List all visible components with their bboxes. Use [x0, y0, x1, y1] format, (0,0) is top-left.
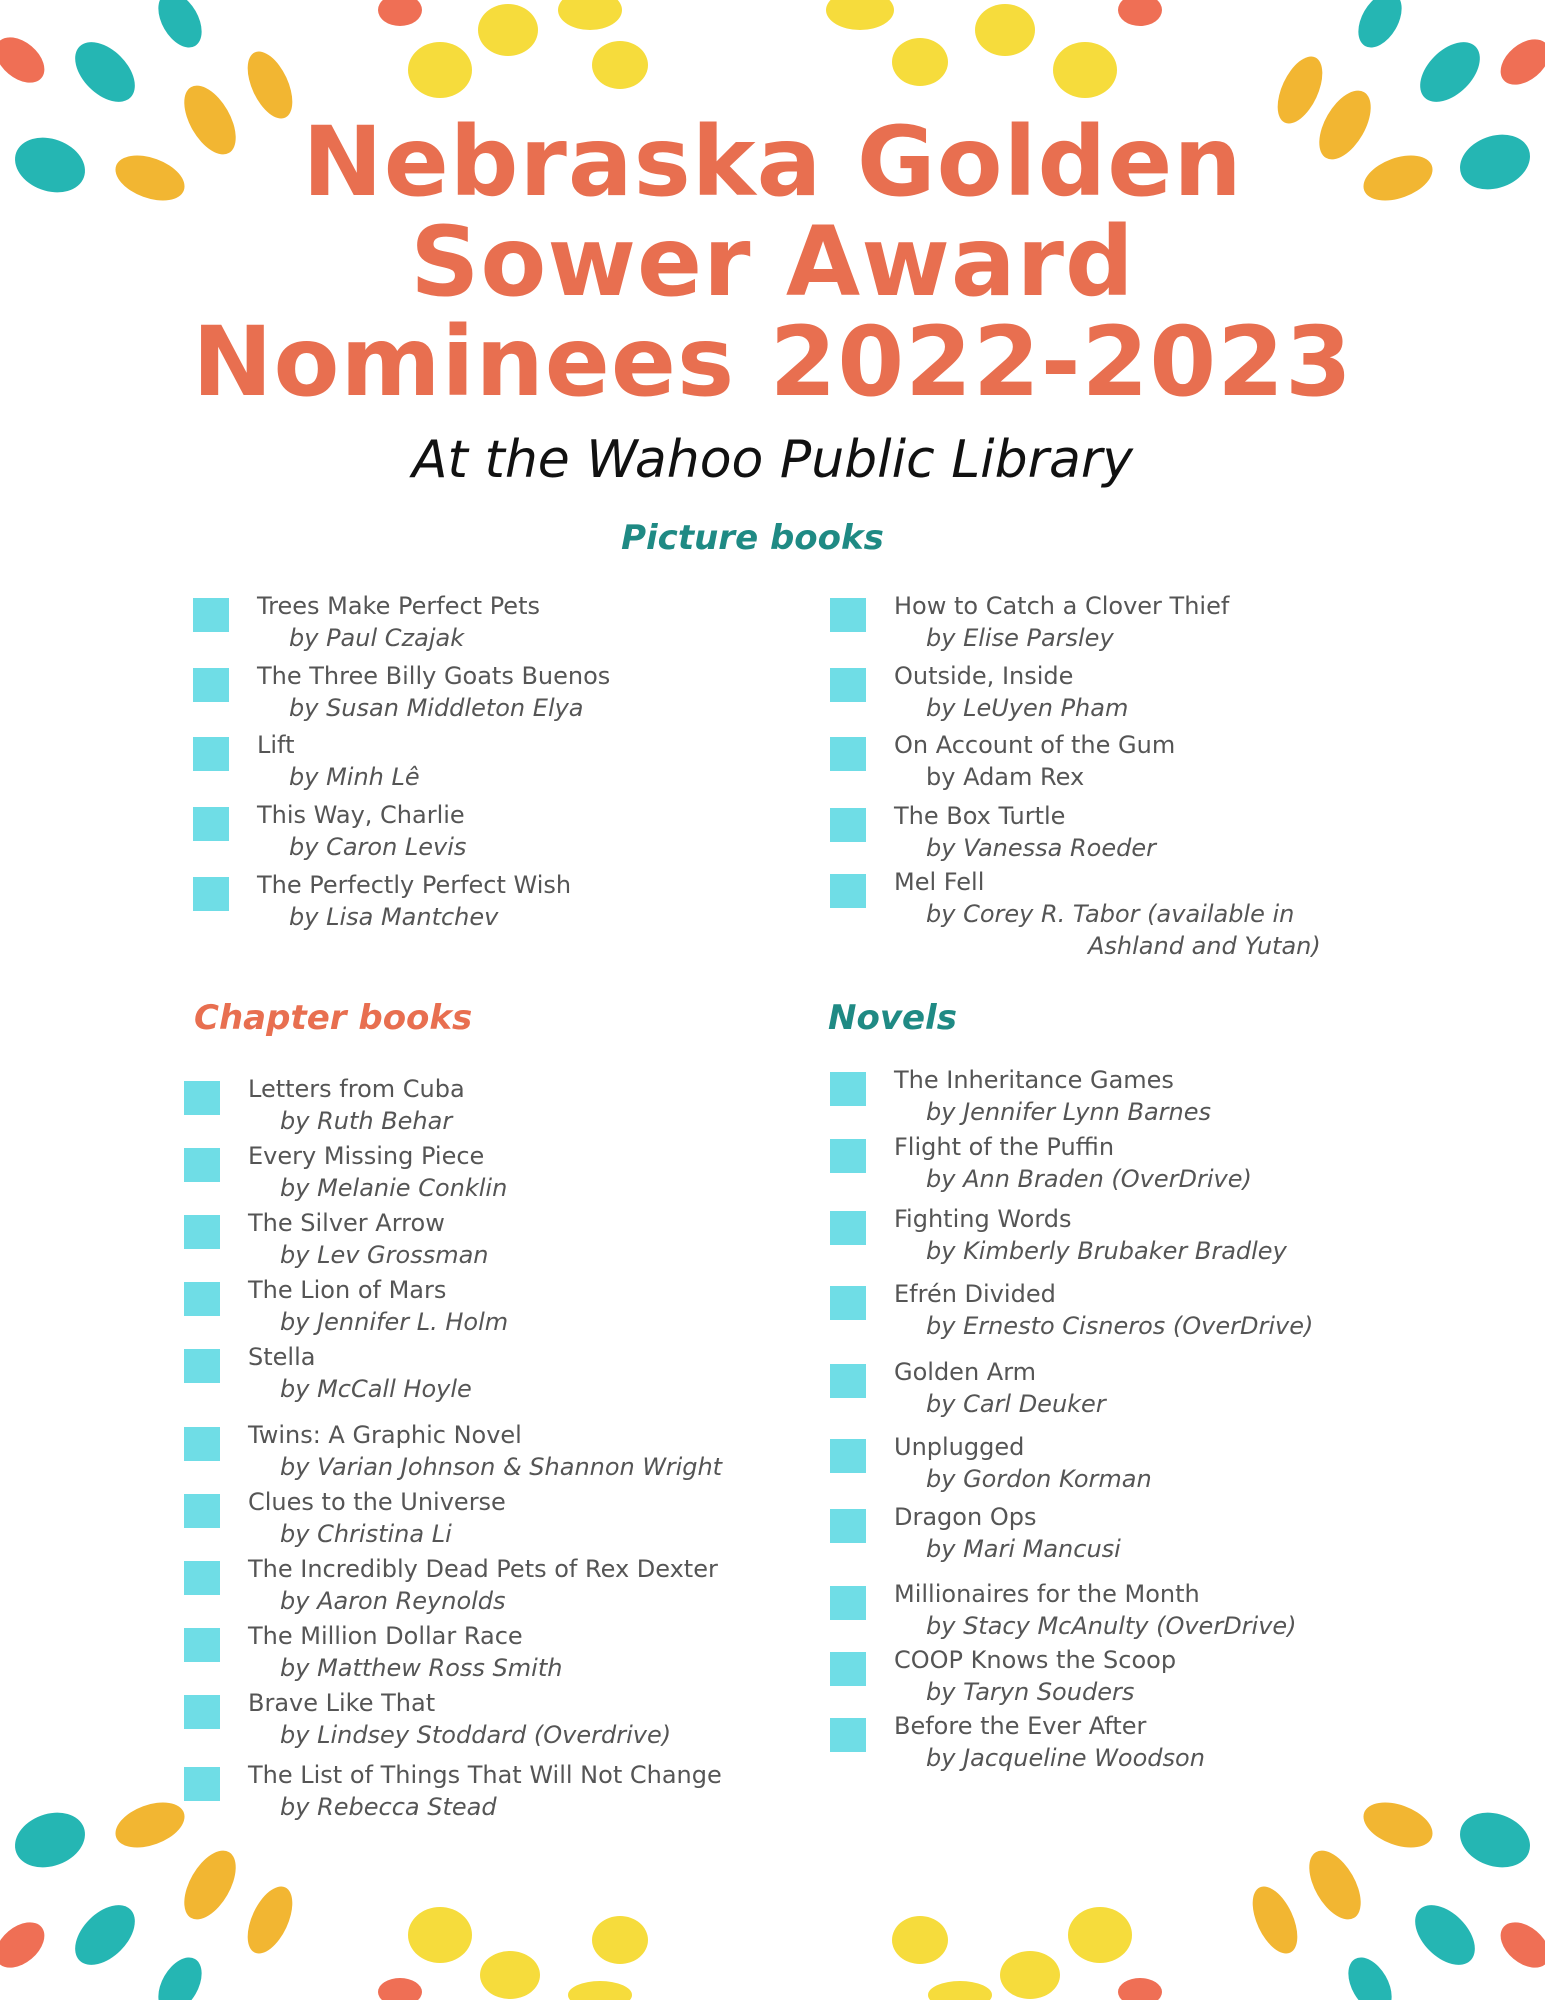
book-author: by Aaron Reynolds: [280, 1587, 506, 1615]
book-title: Efrén Divided: [894, 1280, 1056, 1308]
checkbox[interactable]: [193, 807, 229, 841]
checkbox[interactable]: [184, 1349, 220, 1383]
checkbox[interactable]: [193, 668, 229, 702]
checkbox[interactable]: [184, 1081, 220, 1115]
book-item: [830, 1356, 1390, 1431]
title-line-2: Sower Award: [410, 206, 1135, 318]
book-title: Every Missing Piece: [248, 1142, 485, 1170]
book-item: [193, 869, 753, 939]
book-title: Fighting Words: [894, 1205, 1072, 1233]
checkbox[interactable]: [830, 1139, 866, 1173]
book-author: by Jacqueline Woodson: [926, 1744, 1205, 1772]
book-item: [193, 729, 753, 799]
page-title: [0, 106, 1545, 418]
book-author: by Caron Levis: [289, 833, 467, 861]
book-title: The Box Turtle: [894, 802, 1066, 830]
checkbox[interactable]: [830, 1439, 866, 1473]
book-title: This Way, Charlie: [257, 801, 465, 829]
book-author: by Lindsey Stoddard (Overdrive): [280, 1721, 672, 1749]
book-item: [830, 1431, 1390, 1501]
book-author: by Minh Lê: [289, 763, 420, 791]
book-title: Letters from Cuba: [248, 1075, 465, 1103]
book-title: Mel Fell: [894, 868, 985, 896]
novels-list: [830, 1064, 1390, 1776]
checkbox[interactable]: [830, 668, 866, 702]
checkbox[interactable]: [193, 737, 229, 771]
checkbox[interactable]: [830, 1586, 866, 1620]
book-item: [193, 590, 753, 660]
checkbox[interactable]: [184, 1215, 220, 1249]
book-title: Flight of the Puffin: [894, 1133, 1115, 1161]
chapter-books-list: [184, 1073, 784, 1826]
book-author: by Corey R. Tabor (available in: [926, 900, 1295, 928]
book-title: On Account of the Gum: [894, 731, 1176, 759]
book-author: by Adam Rex: [926, 763, 1085, 791]
book-author: by Taryn Souders: [926, 1678, 1135, 1706]
book-title: Dragon Ops: [894, 1503, 1037, 1531]
book-item: [830, 800, 1390, 866]
book-author: by Ernesto Cisneros (OverDrive): [926, 1312, 1314, 1340]
book-author: by Elise Parsley: [926, 624, 1114, 652]
book-title: The List of Things That Will Not Change: [248, 1761, 722, 1789]
book-title: The Incredibly Dead Pets of Rex Dexter: [248, 1555, 718, 1583]
checkbox[interactable]: [184, 1282, 220, 1316]
book-title: Millionaires for the Month: [894, 1580, 1200, 1608]
checkbox[interactable]: [830, 1652, 866, 1686]
book-title: The Three Billy Goats Buenos: [257, 662, 611, 690]
book-item: [830, 1578, 1390, 1644]
book-author: by Carl Deuker: [926, 1390, 1106, 1418]
title-line-1: Nebraska Golden: [302, 106, 1243, 218]
book-author: by Rebecca Stead: [280, 1793, 497, 1821]
book-item: [830, 1064, 1390, 1131]
book-title: Clues to the Universe: [248, 1488, 506, 1516]
book-item: [184, 1140, 784, 1207]
book-author: by Paul Czajak: [289, 624, 465, 652]
book-author: by Gordon Korman: [926, 1465, 1152, 1493]
book-author: by McCall Hoyle: [280, 1375, 472, 1403]
chapter-books-heading: Chapter books: [194, 998, 473, 1038]
checkbox[interactable]: [830, 1211, 866, 1245]
book-author: by Susan Middleton Elya: [289, 694, 584, 722]
page-subtitle: At the Wahoo Public Library: [411, 430, 1134, 490]
checkbox[interactable]: [830, 1364, 866, 1398]
book-author: by Ann Braden (OverDrive): [926, 1165, 1252, 1193]
checkbox[interactable]: [830, 874, 866, 908]
book-title: How to Catch a Clover Thief: [894, 592, 1230, 620]
book-author: by Jennifer L. Holm: [280, 1308, 509, 1336]
book-author: by Melanie Conklin: [280, 1174, 508, 1202]
book-title: Outside, Inside: [894, 662, 1074, 690]
book-item: [184, 1620, 784, 1687]
book-author: by Vanessa Roeder: [926, 834, 1156, 862]
checkbox[interactable]: [193, 877, 229, 911]
book-item: [830, 729, 1390, 800]
checkbox[interactable]: [184, 1561, 220, 1595]
book-author: by Stacy McAnulty (OverDrive): [926, 1612, 1297, 1640]
book-item: [184, 1553, 784, 1620]
book-author: by Jennifer Lynn Barnes: [926, 1098, 1211, 1126]
checkbox[interactable]: [184, 1494, 220, 1528]
checkbox[interactable]: [830, 1509, 866, 1543]
book-item: [184, 1759, 784, 1826]
checkbox[interactable]: [184, 1148, 220, 1182]
book-item: [830, 1278, 1390, 1356]
book-author: by Christina Li: [280, 1520, 452, 1548]
checkbox[interactable]: [830, 598, 866, 632]
book-title: Golden Arm: [894, 1358, 1037, 1386]
book-title: COOP Knows the Scoop: [894, 1646, 1177, 1674]
book-author: by Ruth Behar: [280, 1107, 453, 1135]
checkbox[interactable]: [830, 1072, 866, 1106]
checkbox[interactable]: [830, 737, 866, 771]
book-item: [184, 1341, 784, 1419]
book-author-continued: Ashland and Yutan): [1088, 932, 1321, 960]
book-item: [184, 1687, 784, 1759]
book-item: [830, 1131, 1390, 1203]
book-item: [830, 660, 1390, 729]
book-item: [184, 1486, 784, 1553]
checkbox[interactable]: [184, 1767, 220, 1801]
book-item: [184, 1274, 784, 1341]
book-author: by Mari Mancusi: [926, 1535, 1121, 1563]
book-title: Twins: A Graphic Novel: [248, 1421, 522, 1449]
title-line-3: Nominees 2022-2023: [192, 306, 1353, 418]
checkbox[interactable]: [830, 808, 866, 842]
book-author: by Varian Johnson & Shannon Wright: [280, 1453, 723, 1481]
book-item: [830, 1710, 1390, 1776]
picture-books-right-list: [830, 590, 1390, 966]
checkbox[interactable]: [184, 1695, 220, 1729]
book-author: by Matthew Ross Smith: [280, 1654, 563, 1682]
book-author: by Lev Grossman: [280, 1241, 489, 1269]
book-item: [184, 1419, 784, 1486]
book-title: Lift: [257, 731, 295, 759]
checkbox[interactable]: [184, 1628, 220, 1662]
book-title: Stella: [248, 1343, 316, 1371]
book-item: [193, 799, 753, 869]
book-title: The Inheritance Games: [894, 1066, 1174, 1094]
book-item: [830, 1501, 1390, 1578]
picture-books-left-list: [193, 590, 753, 939]
book-author: by Kimberly Brubaker Bradley: [926, 1237, 1287, 1265]
book-item: [184, 1073, 784, 1140]
book-item: [830, 1644, 1390, 1710]
checkbox[interactable]: [830, 1286, 866, 1320]
book-item: [830, 866, 1390, 966]
book-title: The Lion of Mars: [248, 1276, 447, 1304]
book-title: Trees Make Perfect Pets: [257, 592, 540, 620]
book-author: by LeUyen Pham: [926, 694, 1129, 722]
book-title: The Silver Arrow: [248, 1209, 445, 1237]
picture-books-heading: Picture books: [621, 518, 884, 558]
checkbox[interactable]: [830, 1718, 866, 1752]
book-item: [830, 590, 1390, 660]
checkbox[interactable]: [193, 598, 229, 632]
book-title: Before the Ever After: [894, 1712, 1147, 1740]
checkbox[interactable]: [184, 1427, 220, 1461]
book-title: Unplugged: [894, 1433, 1025, 1461]
book-title: The Perfectly Perfect Wish: [257, 871, 572, 899]
book-item: [184, 1207, 784, 1274]
book-item: [193, 660, 753, 729]
book-item: [830, 1203, 1390, 1278]
book-title: The Million Dollar Race: [248, 1622, 523, 1650]
book-author: by Lisa Mantchev: [289, 903, 499, 931]
book-title: Brave Like That: [248, 1689, 436, 1717]
novels-heading: Novels: [828, 998, 957, 1038]
